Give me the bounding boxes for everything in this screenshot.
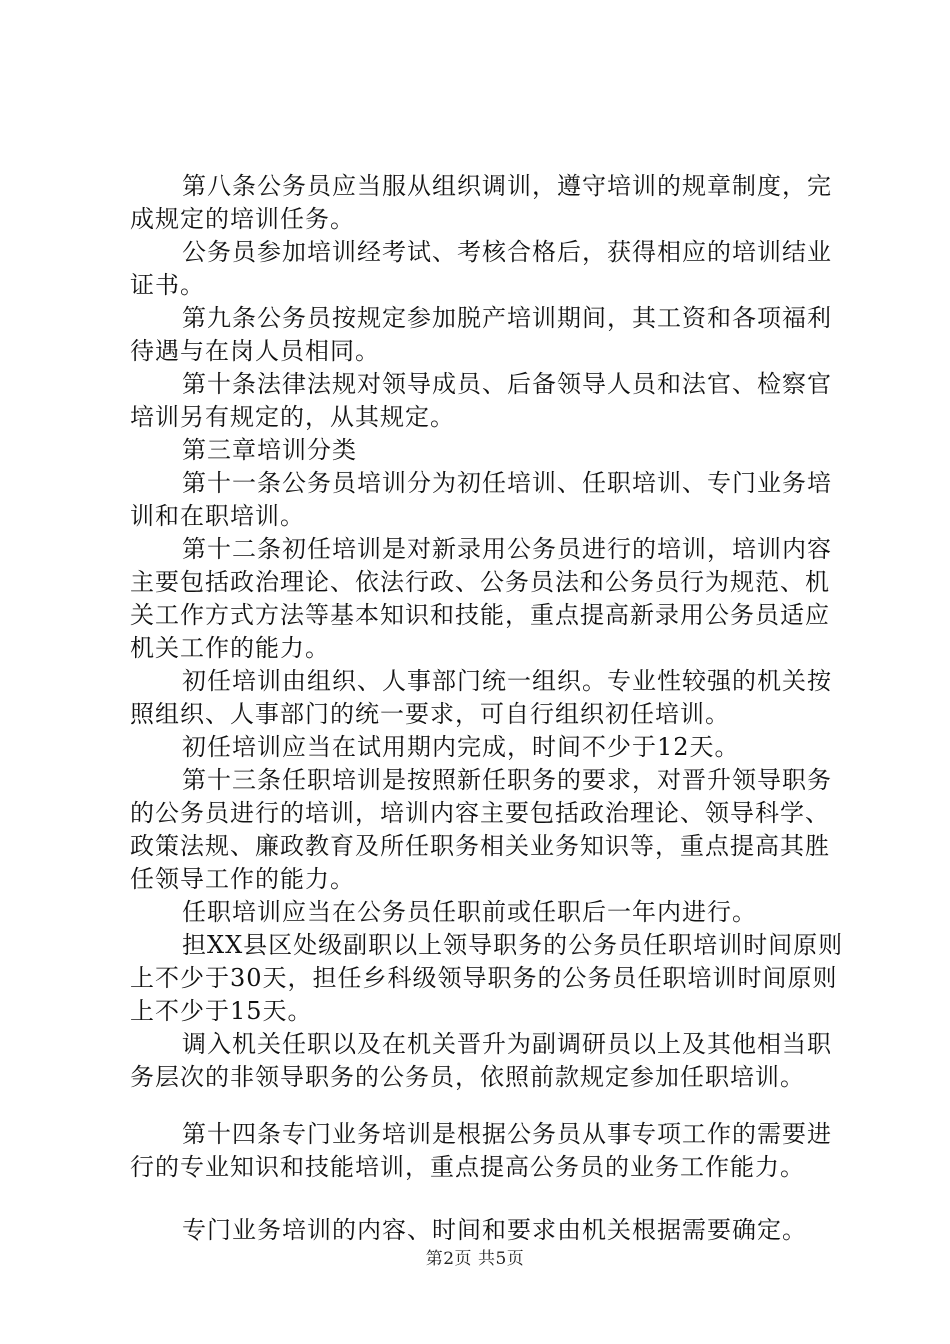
- paragraph-transfer-appointment: 调入机关任职以及在机关晋升为副调研员以上及其他相当职务层次的非领导职务的公务员，依照前款规定参加任职培训。: [130, 1030, 832, 1091]
- paragraph-certificate: 公务员参加培训经考试、考核合格后，获得相应的培训结业证书。: [130, 238, 832, 299]
- paragraph-appointment-timing: 任职培训应当在公务员任职前或任职后一年内进行。: [182, 898, 757, 926]
- paragraph-initial-training-time: 初任培训应当在试用期内完成，时间不少于12天。: [182, 733, 740, 761]
- paragraph-article-14: 第十四条专门业务培训是根据公务员从事专项工作的需要进行的专业知识和技能培训，重点提高公务员的业务工作能力。: [130, 1120, 832, 1181]
- paragraph-article-13: 第十三条任职培训是按照新任职务的要求，对晋升领导职务的公务员进行的培训，培训内容主要包括政治理论、领导科学、政策法规、廉政教育及所任职务相关业务知识等，重点提高其胜任领导工作的能力。: [130, 766, 832, 893]
- paragraph-article-10: 第十条法律法规对领导成员、后备领导人员和法官、检察官培训另有规定的，从其规定。: [130, 370, 832, 431]
- paragraph-article-9: 第九条公务员按规定参加脱产培训期间，其工资和各项福利待遇与在岗人员相同。: [130, 304, 832, 365]
- paragraph-appointment-duration: 担XX县区处级副职以上领导职务的公务员任职培训时间原则上不少于30天，担任乡科级领导职务的公务员任职培训时间原则上不少于15天。: [130, 931, 844, 1025]
- page-footer: [0, 1244, 950, 1269]
- paragraph-specialized-content: 专门业务培训的内容、时间和要求由机关根据需要确定。: [182, 1216, 807, 1244]
- paragraph-initial-training-org: 初任培训由组织、人事部门统一组织。专业性较强的机关按照组织、人事部门的统一要求，可自行组织初任培训。: [130, 667, 832, 728]
- paragraph-article-12: 第十二条初任培训是对新录用公务员进行的培训，培训内容主要包括政治理论、依法行政、公务员法和公务员行为规范、机关工作方式方法等基本知识和技能，重点提高新录用公务员适应机关工作的能力。: [130, 535, 832, 662]
- page-number: 第2页 共5页: [425, 1249, 525, 1269]
- paragraph-article-8: 第八条公务员应当服从组织调训，遵守培训的规章制度，完成规定的培训任务。: [130, 172, 832, 233]
- paragraph-article-11: 第十一条公务员培训分为初任培训、任职培训、专门业务培训和在职培训。: [130, 469, 832, 530]
- chapter-heading: 第三章培训分类: [182, 436, 357, 464]
- document-body: [130, 170, 850, 1247]
